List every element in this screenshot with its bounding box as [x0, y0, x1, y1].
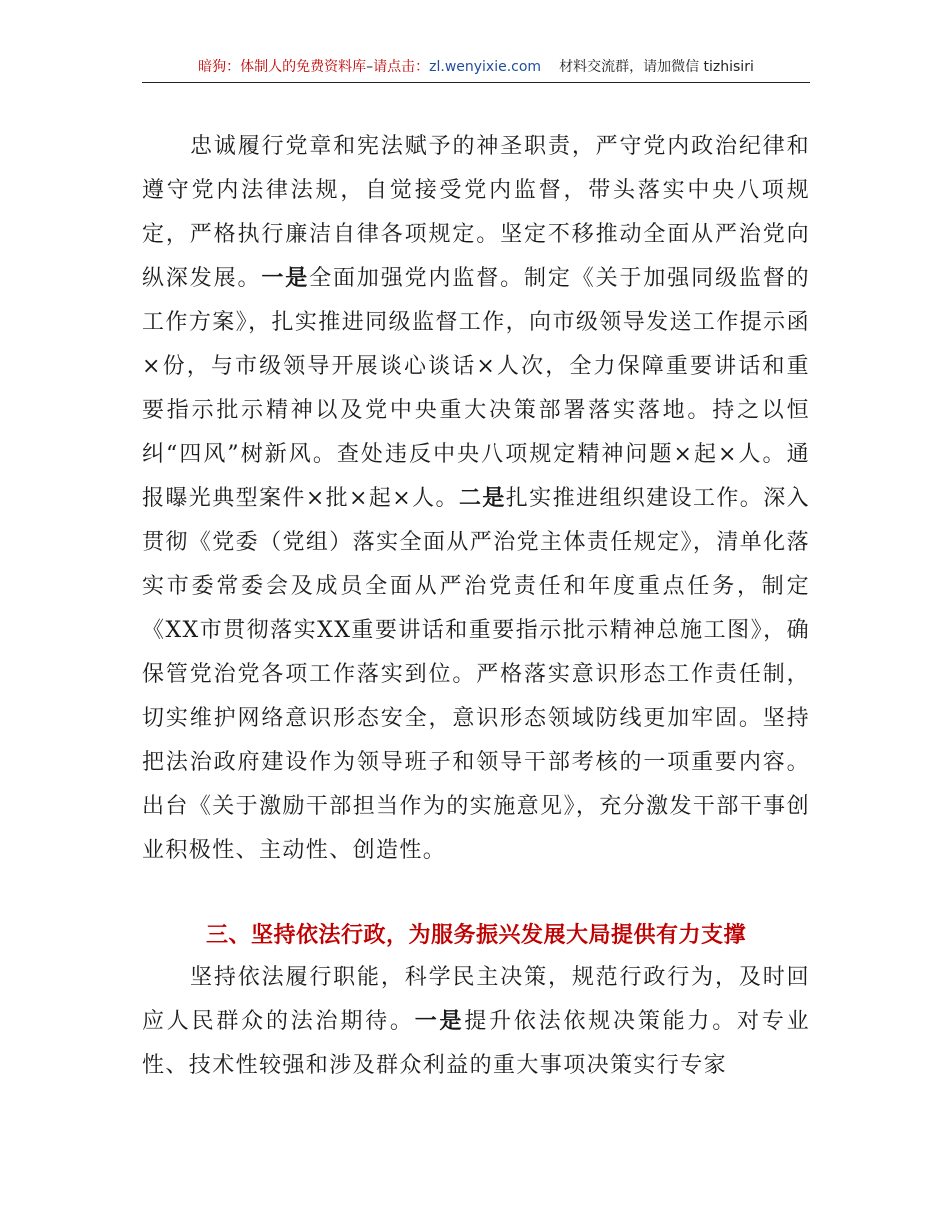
paragraph-segment: 忠诚履行党章和宪法赋予的神圣职责，严守党内政治纪律和遵守党内法律法规，自觉接受党内监督，带头落实中央八项规定，严格执行廉洁自律各项规定。坚定不移推动全面从严治党向纵深发展。 [142, 134, 810, 291]
body-paragraph-2 [142, 956, 810, 1088]
header-link[interactable]: zl.wenyixie.com [429, 59, 542, 75]
header-group-note: 材料交流群，请加微信 tizhisiri [559, 59, 754, 75]
paragraph-text [142, 956, 810, 1088]
paragraph-segment: 坚持依法履行职能，科学民主决策，规范行政行为，及时回应人民群众的法治期待。 [142, 965, 810, 1034]
section-heading: 三、坚持依法行政，为服务振兴发展大局提供有力支撑 [205, 923, 746, 948]
bold-marker: 二是 [458, 486, 506, 511]
bold-marker: 一是 [414, 1009, 465, 1034]
bold-marker: 一是 [261, 266, 310, 291]
body-paragraph-1 [142, 125, 810, 873]
header-dash: – [366, 59, 374, 75]
header-prompt: 请点击： [373, 59, 430, 75]
paragraph-segment: 扎实推进组织建设工作。深入贯彻《党委（党组）落实全面从严治党主体责任规定》，清单化落实市委常委会及成员全面从严治党责任和年度重点任务，制定《XX市贯彻落实XX重要讲话和重要指示批示精神总施工图》，确保管党治党各项工作落实到位。严格落实意识形态工作责任制，切实维护网络意识形态安全，意识形态领域防线更加牢固。坚持把法治政府建设作为领导班子和领导干部考核的一项重要内容。出台《关于激励干部担当作为的实施意见》，充分激发干部干事创业积极性、主动性、创造性。 [142, 486, 811, 863]
paragraph-segment: 提升依法依规决策能力。对专业性、技术性较强和涉及群众利益的重大事项决策实行专家 [142, 1009, 810, 1078]
header-brand: 暗狗：体制人的免费资料库 [198, 59, 367, 75]
paragraph-text [142, 125, 810, 873]
page-header [142, 56, 810, 83]
paragraph-segment: 全面加强党内监督。制定《关于加强同级监督的工作方案》，扎实推进同级监督工作，向市级领导发送工作提示函×份，与市级领导开展谈心谈话×人次，全力保障重要讲话和重要指示批示精神以及党中央重大决策部署落实落地。持之以恒纠“四风”树新风。查处违反中央八项规定精神问题×起×人。通报曝光典型案件×批×起×人。 [142, 266, 810, 511]
